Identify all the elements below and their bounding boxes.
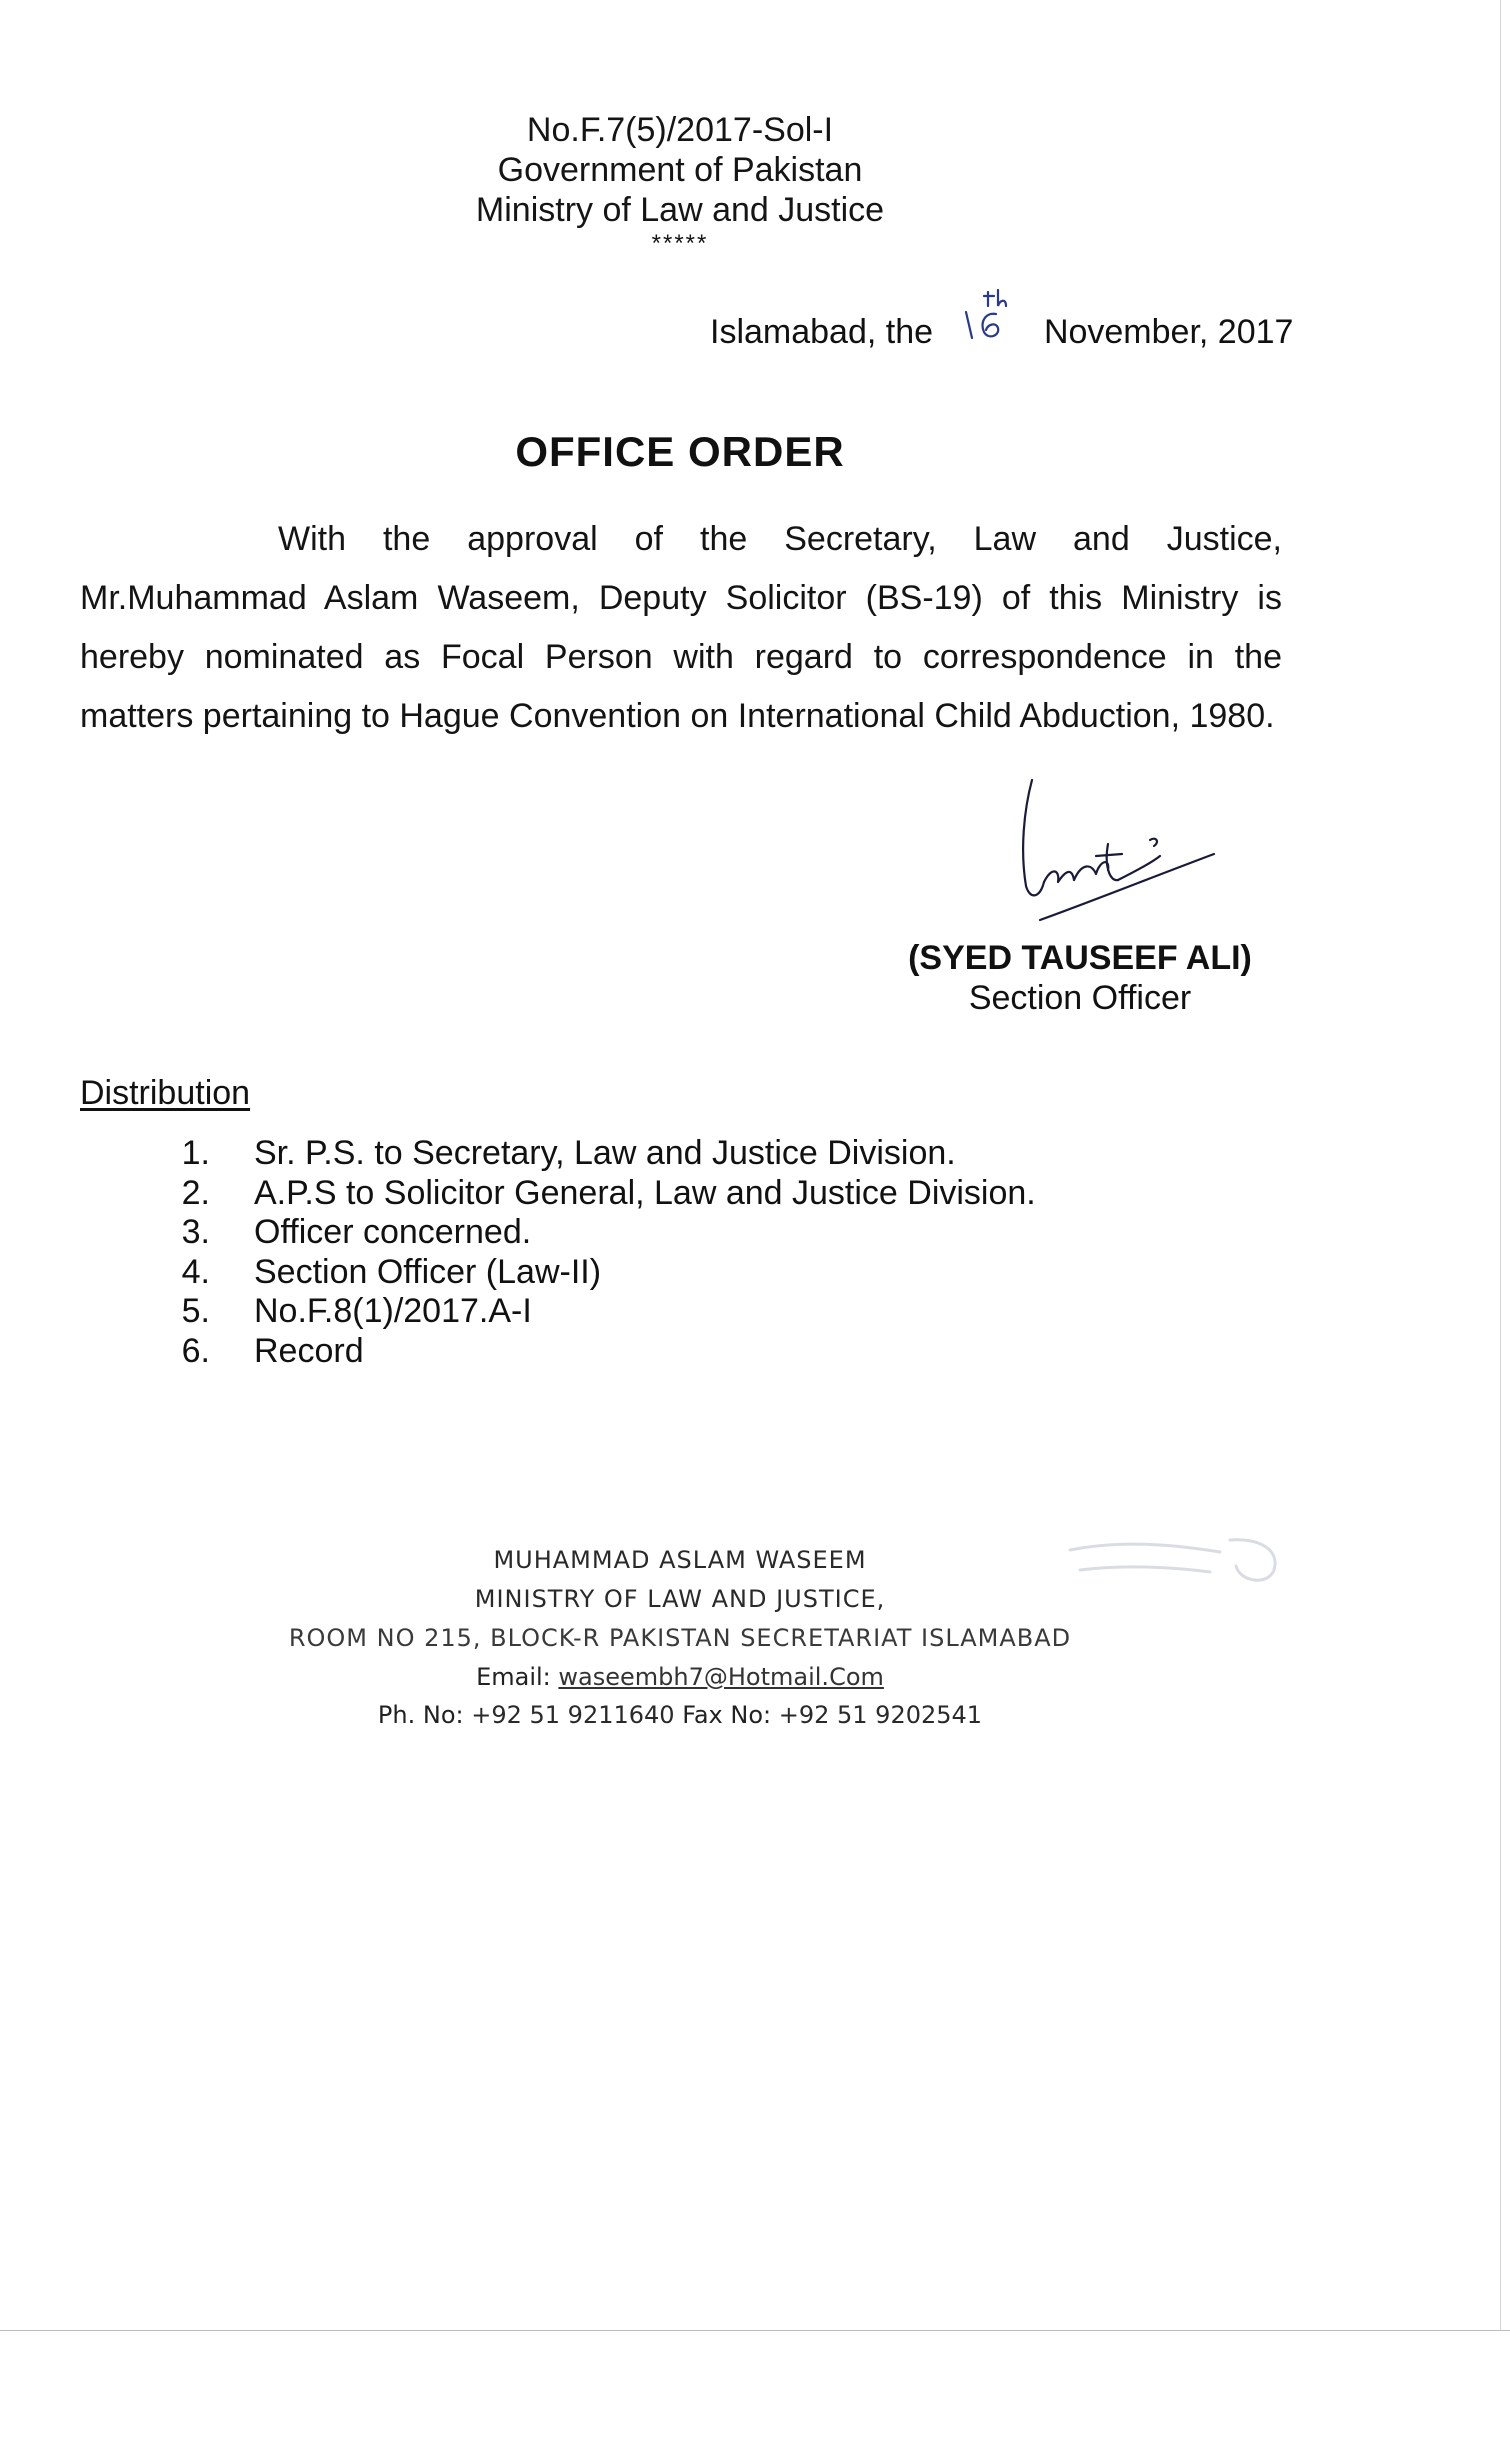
fax-number: +92 51 9202541 xyxy=(778,1701,983,1729)
list-item-text: Record xyxy=(254,1331,364,1370)
ministry-name: Ministry of Law and Justice xyxy=(475,191,885,229)
distribution-heading: Distribution xyxy=(80,1074,251,1112)
header-separator-stars: ***** xyxy=(651,230,709,257)
list-item xyxy=(0,1252,1036,1292)
order-body-text: With the approval of the Secretary, Law and Justice, Mr.Muhammad Aslam Waseem, Deputy Solicitor (BS-19) of this Ministry is hereby nominated as Focal Person with regard to correspondence in the matters pertaining to Hague Convention on International Child Abduction, 1980. xyxy=(80,520,1282,735)
list-item-text: A.P.S to Solicitor General, Law and Justice Division. xyxy=(254,1173,1036,1212)
list-item-number: 3. xyxy=(181,1213,210,1252)
list-item xyxy=(0,1133,1036,1173)
list-item-text: Section Officer (Law-II) xyxy=(254,1252,602,1291)
fax-label: Fax No: xyxy=(682,1701,772,1729)
phone-number: +92 51 9211640 xyxy=(471,1701,675,1729)
footer-name: MUHAMMAD ASLAM WASEEM xyxy=(493,1546,867,1574)
footer-phone-line xyxy=(0,1700,1360,1730)
list-item-text: No.F.8(1)/2017.A-I xyxy=(254,1292,532,1331)
email-link[interactable]: waseembh7@Hotmail.Com xyxy=(558,1663,884,1691)
footer-address: ROOM NO 215, BLOCK-R PAKISTAN SECRETARIAT ISLAMABAD xyxy=(288,1624,1072,1652)
right-rule xyxy=(1500,0,1501,2330)
list-item-number: 4. xyxy=(181,1252,210,1291)
list-item xyxy=(0,1173,1036,1213)
list-item xyxy=(0,1212,1036,1252)
reference-number: No.F.7(5)/2017-Sol-I xyxy=(526,111,834,149)
bottom-rule xyxy=(0,2330,1510,2331)
phone-label: Ph. No: xyxy=(377,1701,464,1729)
list-item-number: 5. xyxy=(181,1292,210,1331)
date-prefix: Islamabad, the xyxy=(710,313,934,351)
footer-ministry: MINISTRY OF LAW AND JUSTICE, xyxy=(474,1585,886,1613)
list-item-number: 1. xyxy=(181,1134,210,1172)
signature-image xyxy=(1000,770,1240,940)
distribution-list xyxy=(0,1133,1036,1371)
list-item-text: Officer concerned. xyxy=(254,1213,532,1252)
email-label: Email: xyxy=(476,1663,551,1691)
list-item-number: 6. xyxy=(181,1331,210,1370)
faint-stamp-mark xyxy=(1060,1510,1300,1600)
footer-email-line xyxy=(0,1662,1360,1692)
government-name: Government of Pakistan xyxy=(497,151,863,189)
handwritten-day xyxy=(958,284,1028,344)
list-item xyxy=(0,1331,1036,1371)
list-item-text: Sr. P.S. to Secretary, Law and Justice Division. xyxy=(254,1134,956,1172)
signatory-name: (SYED TAUSEEF ALI) xyxy=(908,939,1252,977)
date-suffix: November, 2017 xyxy=(1043,313,1294,351)
signatory-title: Section Officer xyxy=(968,979,1192,1017)
list-item xyxy=(0,1291,1036,1331)
list-item-number: 2. xyxy=(181,1173,210,1212)
document-title: OFFICE ORDER xyxy=(515,428,845,475)
